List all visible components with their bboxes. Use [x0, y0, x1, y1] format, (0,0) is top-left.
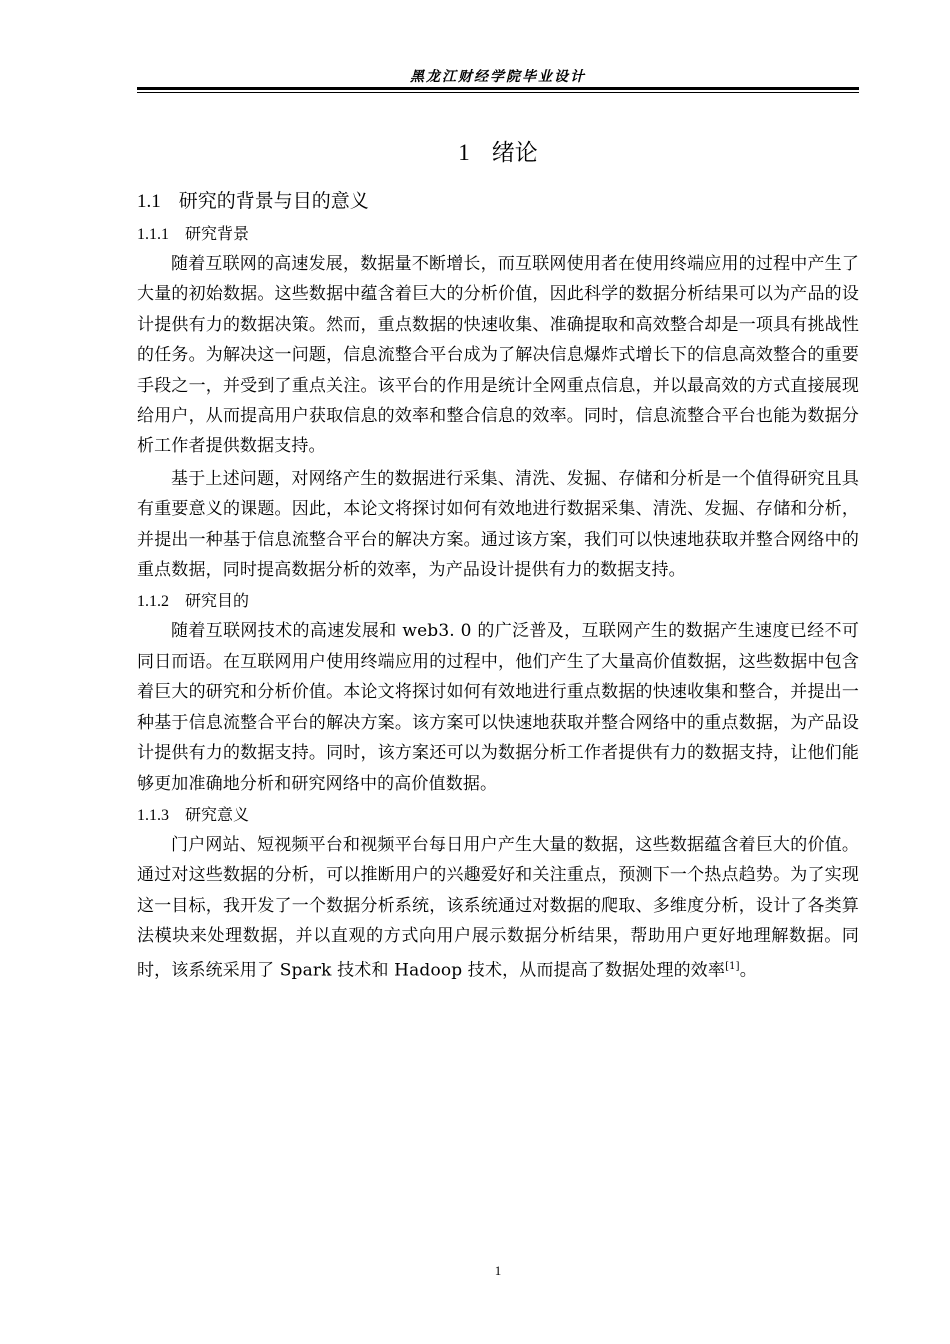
- section-heading-1-1: [137, 186, 859, 216]
- paragraph-background-2: 基于上述问题，对网络产生的数据进行采集、清洗、发掘、存储和分析是一个值得研究且具有重要意义的课题。因此，本论文将探讨如何有效地进行数据采集、清洗、发掘、存储和分析，并提出一种基于信息流整合平台的解决方案。通过该方案，我们可以快速地获取并整合网络中的重点数据，同时提高数据分析的效率，为产品设计提供有力的数据支持。: [137, 468, 859, 581]
- chapter-title: 绪论: [491, 140, 538, 166]
- subsection-number: 1.1.2: [137, 593, 169, 611]
- chapter-heading: [137, 134, 859, 167]
- section-number: 1.1: [137, 191, 161, 212]
- subsection-heading-1-1-2: [137, 585, 859, 616]
- paragraph-significance: [137, 830, 859, 986]
- subsection-number: 1.1.1: [137, 226, 169, 243]
- subsection-heading-1-1-1: [137, 218, 859, 249]
- subsection-heading-1-1-3: [137, 799, 859, 830]
- subsection-title: 研究背景: [185, 224, 250, 243]
- section-title: 研究的背景与目的意义: [178, 190, 369, 212]
- subsection-number: 1.1.3: [137, 806, 169, 824]
- header-rule-thin: [137, 92, 859, 93]
- body-content: [137, 186, 859, 986]
- header-rule-thick: [137, 87, 859, 90]
- citation-ref[interactable]: [1]: [725, 960, 740, 972]
- paragraph-end-punct: 。: [739, 960, 757, 981]
- page-number: 1: [494, 1263, 502, 1278]
- subsection-title: 研究目的: [185, 591, 250, 611]
- paragraph-purpose: 随着互联网技术的高速发展和 web3. 0 的广泛普及，互联网产生的数据产生速度已经不可同日而语。在互联网用户使用终端应用的过程中，他们产生了大量高价值数据，这些数据中包含着巨大的研究和分析价值。本论文将探讨如何有效地进行重点数据的快速收集和整合，并提出一种基于信息流整合平台的解决方案。该方案可以快速地获取并整合网络中的重点数据，为产品设计提供有力的数据支持。同时，该方案还可以为数据分析工作者提供有力的数据支持，让他们能够更加准确地分析和研究网络中的高价值数据。: [137, 621, 859, 794]
- paragraph-background-1: 随着互联网的高速发展，数据量不断增长，而互联网使用者在使用终端应用的过程中产生了大量的初始数据。这些数据中蕴含着巨大的分析价值，因此科学的数据分析结果可以为产品的设计提供有力的数据决策。然而，重点数据的快速收集、准确提取和高效整合却是一项具有挑战性的任务。为解决这一问题，信息流整合平台成为了解决信息爆炸式增长下的信息高效整合的重要手段之一，并受到了重点关注。该平台的作用是统计全网重点信息，并以最高效的方式直接展现给用户，从而提高用户获取信息的效率和整合信息的效率。同时，信息流整合平台也能为数据分析工作者提供数据支持。: [137, 254, 859, 457]
- page-header: 黑龙江财经学院毕业设计: [410, 69, 586, 85]
- paragraph-significance-text: 门户网站、短视频平台和视频平台每日用户产生大量的数据，这些数据蕴含着巨大的价值。通过对这些数据的分析，可以推断用户的兴趣爱好和关注重点，预测下一个热点趋势。为了实现这一目标，我开发了一个数据分析系统，该系统通过对数据的爬取、多维度分析，设计了各类算法模块来处理数据，并以直观的方式向用户展示数据分析结果，帮助用户更好地理解数据。同时，该系统采用了 Spark 技术和 Hadoop 技术，从而提高了数据处理的效率: [137, 834, 859, 981]
- subsection-title: 研究意义: [185, 804, 250, 824]
- chapter-number: 1: [458, 140, 470, 165]
